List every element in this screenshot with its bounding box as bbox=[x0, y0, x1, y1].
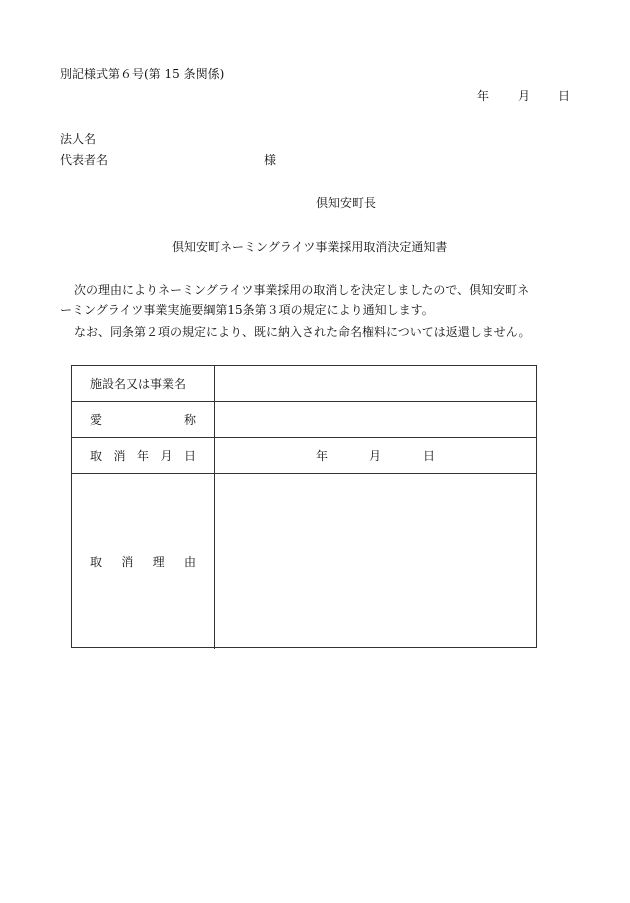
honorific-label: 様 bbox=[264, 153, 277, 167]
body-paragraph-1-line-2: ーミングライツ事業実施要綱第15条第３項の規定により通知します。 bbox=[60, 303, 434, 317]
notice-details-table bbox=[71, 365, 537, 648]
document-title: 倶知安町ネーミングライツ事業採用取消決定通知書 bbox=[172, 240, 448, 254]
cancel-date-char: 年 bbox=[136, 448, 149, 463]
reason-label bbox=[90, 556, 196, 568]
date-year-label: 年 bbox=[477, 89, 490, 103]
date-month-label: 月 bbox=[518, 89, 531, 103]
cancel-date-label bbox=[90, 450, 196, 462]
table-row-cancel-date bbox=[72, 438, 536, 474]
date-day-label: 日 bbox=[558, 89, 571, 103]
body-paragraph-2: なお、同条第２項の規定により、既に納入された命名権料については返還しません。 bbox=[74, 325, 531, 339]
reason-char: 理 bbox=[152, 554, 165, 569]
table-row-reason bbox=[72, 474, 536, 649]
facility-label-cell bbox=[72, 366, 215, 401]
table-row-facility bbox=[72, 366, 536, 402]
nickname-char: 称 bbox=[183, 412, 196, 427]
cancel-date-value-cell bbox=[215, 438, 536, 473]
nickname-label bbox=[90, 414, 196, 426]
facility-label: 施設名又は事業名 bbox=[90, 376, 187, 391]
cancel-date-char: 取 bbox=[90, 448, 103, 463]
cancel-date-char: 月 bbox=[160, 448, 173, 463]
nickname-value-cell bbox=[215, 402, 536, 437]
body-paragraph-1-line-1: 次の理由によりネーミングライツ事業採用の取消しを決定しましたので、倶知安町ネ bbox=[74, 283, 530, 297]
representative-name-label: 代表者名 bbox=[60, 153, 109, 167]
corporation-name-label: 法人名 bbox=[60, 132, 97, 146]
cancel-date-char: 日 bbox=[183, 448, 196, 463]
cancel-date-char: 消 bbox=[113, 448, 126, 463]
reason-char: 消 bbox=[121, 554, 134, 569]
reason-label-cell bbox=[72, 474, 215, 649]
nickname-label-cell bbox=[72, 402, 215, 437]
facility-value-cell bbox=[215, 366, 536, 401]
form-number-label: 別記様式第６号(第 15 条関係) bbox=[60, 67, 225, 81]
reason-char: 取 bbox=[90, 554, 103, 569]
reason-char: 由 bbox=[183, 554, 196, 569]
cancel-date-month: 月 bbox=[369, 448, 382, 463]
cancel-date-day: 日 bbox=[423, 448, 436, 463]
cancel-date-year: 年 bbox=[316, 448, 329, 463]
cancel-date-label-cell bbox=[72, 438, 215, 473]
reason-value-cell bbox=[215, 474, 536, 649]
table-row-nickname bbox=[72, 402, 536, 438]
sender-label: 倶知安町長 bbox=[316, 196, 377, 210]
nickname-char: 愛 bbox=[90, 412, 103, 427]
